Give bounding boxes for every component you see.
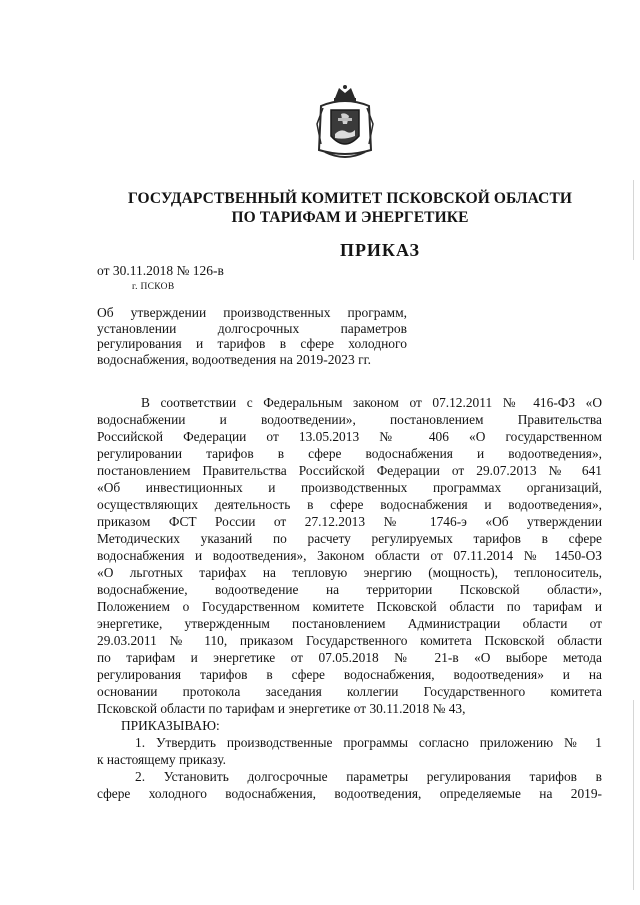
body-line: регулировании тарифов в сфере водоснабжения и водоотведения», — [97, 446, 602, 461]
scan-edge-artifact — [633, 180, 634, 260]
subject-line: водоснабжения, водоотведения на 2019-2023 гг. — [97, 351, 372, 367]
body-line: Положением о Государственном комитете Псковской области по тарифам и — [97, 599, 602, 614]
body-line: Российской Федерации от 13.05.2013 № 406 «О государственном — [97, 429, 602, 444]
order-date-number: от 30.11.2018 № 126-в — [97, 263, 224, 278]
order-body — [97, 394, 602, 802]
body-line: Псковской области по тарифам и энергетике от 30.11.2018 № 43, — [97, 701, 466, 716]
clause-1-line: к настоящему приказу. — [97, 752, 226, 767]
body-line: Методических указаний по расчету регулируемых тарифов в сфере — [97, 531, 602, 546]
body-line: по тарифам и энергетике от 07.05.2018 № 21-в «О выборе метода — [97, 650, 602, 665]
order-directive: ПРИКАЗЫВАЮ: — [121, 718, 220, 733]
body-line: регулирования тарифов в сфере водоснабжения, водоотведения» и на — [97, 667, 602, 682]
authority-line-1: ГОСУДАРСТВЕННЫЙ КОМИТЕТ ПСКОВСКОЙ ОБЛАСТИ — [127, 190, 573, 207]
issuing-authority — [90, 189, 610, 227]
authority-line-2: ПО ТАРИФАМ И ЭНЕРГЕТИКЕ — [231, 209, 469, 226]
order-city: г. ПСКОВ — [132, 282, 175, 292]
body-line: приказом ФСТ России от 27.12.2013 № 1746-э «Об утверждении — [97, 514, 602, 529]
body-line: 29.03.2011 № 110, приказом Государственного комитета Псковской области — [97, 633, 602, 648]
coat-of-arms-emblem — [311, 84, 379, 164]
order-subject — [97, 305, 407, 367]
clause-2-line: сфере холодного водоснабжения, водоотведения, определяемые на 2019- — [97, 786, 602, 801]
body-line: водоснабжении и водоотведении», постановлением Правительства — [97, 412, 602, 427]
body-line: «О льготных тарифах на тепловую энергию (мощность), теплоноситель, — [97, 565, 602, 580]
body-line: В соответствии с Федеральным законом от 07.12.2011 № 416-ФЗ «О — [141, 395, 602, 410]
clause-2-line: 2. Установить долгосрочные параметры регулирования тарифов в — [135, 769, 602, 784]
clause-1-line: 1. Утвердить производственные программы согласно приложению № 1 — [135, 735, 602, 750]
body-line: водоснабжение, водоотведение на территории Псковской области», — [97, 582, 602, 597]
body-line: водоснабжения и водоотведения», Законом области от 07.11.2014 № 1450-ОЗ — [97, 548, 602, 563]
body-line: энергетике, утвержденным постановлением Администрации области от — [97, 616, 602, 631]
subject-line: регулирования и тарифов в сфере холодного — [97, 336, 407, 352]
scan-edge-artifact — [633, 700, 634, 890]
body-line: постановлением Правительства Российской Федерации от 29.07.2013 № 641 — [97, 463, 602, 478]
body-line: основании протокола заседания коллегии Государственного комитета — [97, 684, 602, 699]
subject-line: Об утверждении производственных программ, — [97, 305, 407, 320]
document-type-title: ПРИКАЗ — [339, 240, 421, 260]
body-line: «Об инвестиционных и производственных программах организаций, — [97, 480, 602, 495]
body-line: осуществляющих деятельность в сфере водоснабжения и водоотведения», — [97, 497, 602, 512]
subject-line: установлении долгосрочных параметров — [97, 320, 407, 336]
